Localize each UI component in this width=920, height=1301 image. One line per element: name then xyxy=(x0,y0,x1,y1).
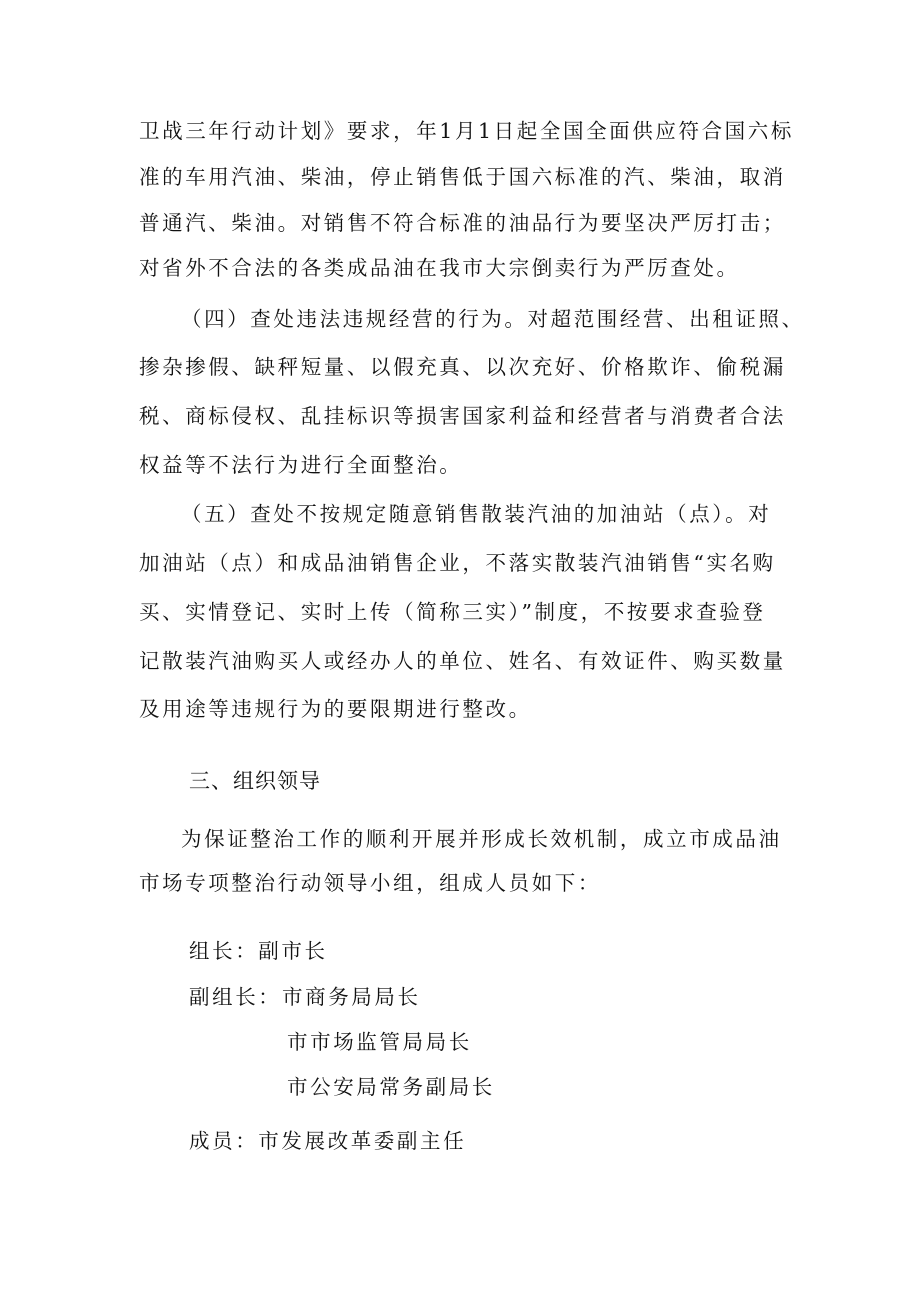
org-intro-line: 市场专项整治行动领导小组，组成人员如下： xyxy=(139,871,601,895)
paragraph-line: 卫战三年行动计划》要求，年1月1日起全国全面供应符合国六标 xyxy=(139,119,794,143)
paragraph-line: 普通汽、柴油。对销售不符合标准的油品行为要坚决严厉打击； xyxy=(139,211,786,235)
leader-line: 组长：副市长 xyxy=(189,939,328,963)
deputy-item: 市商务局局长 xyxy=(282,985,421,1009)
item-five-line: 买、实情登记、实时上传（简称三实）”制度，不按要求查验登 xyxy=(139,600,766,624)
item-four-line: 掺杂掺假、缺秤短量、以假充真、以次充好、价格欺诈、偷税漏 xyxy=(139,355,786,379)
item-four-line: 权益等不法行为进行全面整治。 xyxy=(139,453,463,477)
deputy-item: 市公安局常务副局长 xyxy=(287,1075,495,1099)
item-four-line: 税、商标侵权、乱挂标识等损害国家利益和经营者与消费者合法 xyxy=(139,404,786,428)
item-four-line: （四）查处违法违规经营的行为。对超范围经营、出租证照、 xyxy=(181,307,805,331)
item-five-line: 记散装汽油购买人或经办人的单位、姓名、有效证件、购买数量 xyxy=(139,649,786,673)
item-five-line: 及用途等违规行为的要限期进行整改。 xyxy=(139,697,532,721)
section-heading: 三、组织领导 xyxy=(189,769,321,793)
deputy-label: 副组长： xyxy=(189,985,282,1009)
members-line: 成员：市发展改革委副主任 xyxy=(189,1129,467,1153)
org-intro-line: 为保证整治工作的顺利开展并形成长效机制，成立市成品油 xyxy=(181,827,782,851)
deputy-item: 市市场监管局局长 xyxy=(287,1030,472,1054)
item-five-line: （五）查处不按规定随意销售散装汽油的加油站（点）。对 xyxy=(181,502,772,526)
paragraph-line: 对省外不合法的各类成品油在我市大宗倒卖行为严厉查处。 xyxy=(139,256,740,280)
paragraph-line: 准的车用汽油、柴油，停止销售低于国六标准的汽、柴油，取消 xyxy=(139,165,786,189)
item-five-line: 加油站（点）和成品油销售企业，不落实散装汽油销售“实名购 xyxy=(139,551,776,575)
